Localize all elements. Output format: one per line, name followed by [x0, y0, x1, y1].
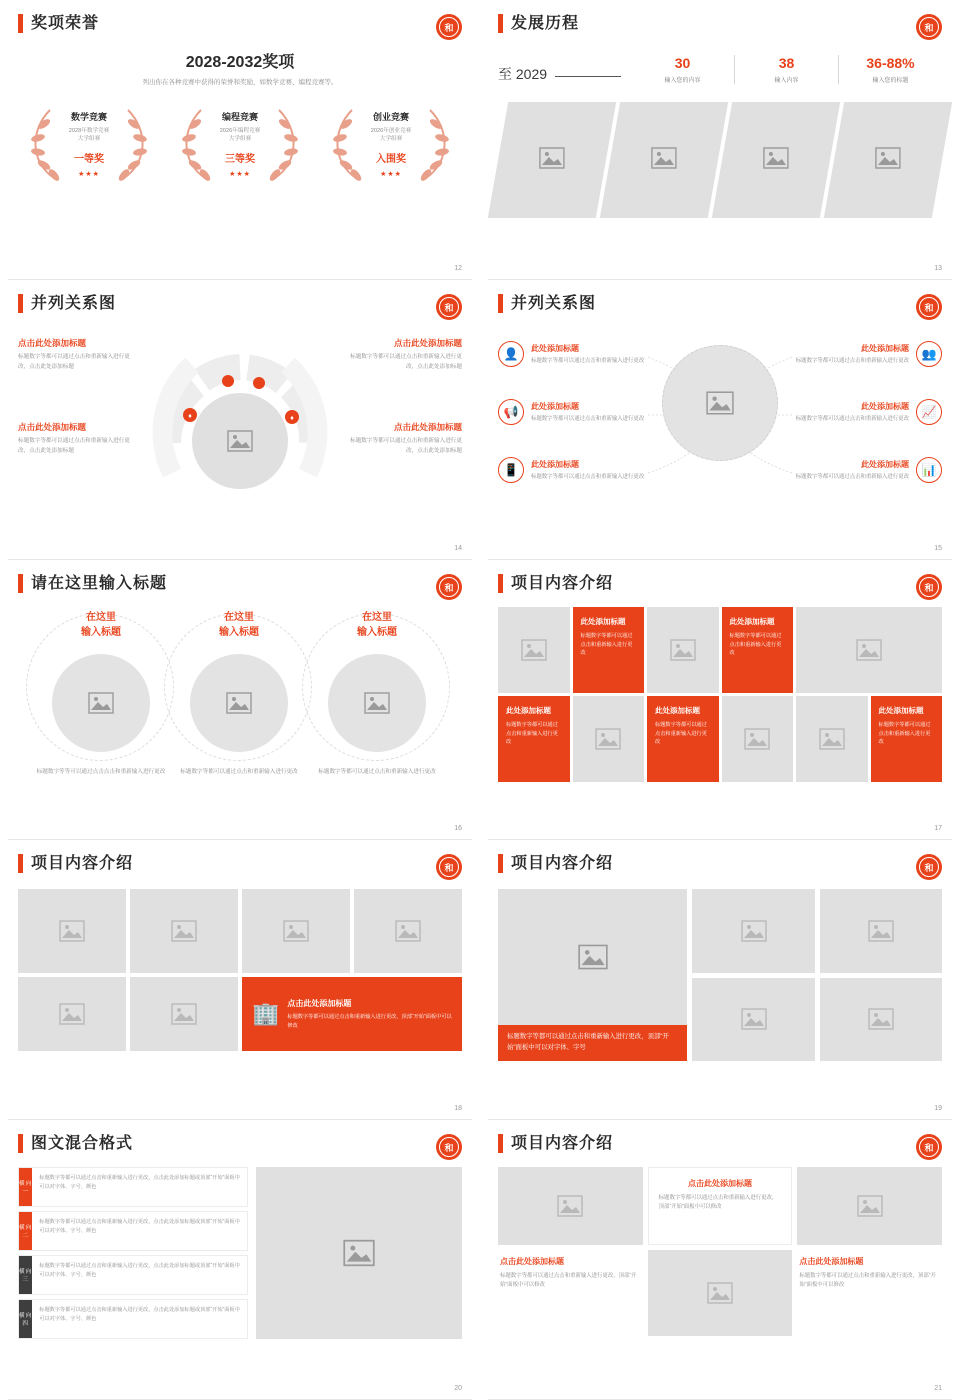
brand-logo-icon: 和: [916, 294, 942, 320]
banner-body: 标题数字等都可以通过点击和重新输入进行更改，顶部“开始”面板中可以修改: [287, 1014, 452, 1029]
page-number: 14: [454, 545, 462, 552]
image-placeholder[interactable]: [648, 1250, 793, 1336]
brand-logo-icon: 和: [436, 14, 462, 40]
card-heading: 点击此处添加标题: [500, 1257, 564, 1266]
image-icon: [578, 944, 608, 970]
image-placeholder[interactable]: [797, 1167, 942, 1245]
tile-heading: 此处添加标题: [729, 617, 775, 626]
slide-mixed-text-image[interactable]: [0, 1120, 480, 1400]
star-rating-icon: ★★★: [78, 170, 100, 178]
image-placeholder[interactable]: [18, 977, 126, 1051]
star-rating-icon: ★★★: [380, 170, 402, 178]
image-placeholder[interactable]: [242, 889, 350, 973]
slide-awards-honors[interactable]: [0, 0, 480, 280]
image-icon: [88, 692, 114, 714]
tile-body: 标题数字等都可以通过点击和重新输入进行更改: [729, 633, 782, 657]
circle-column[interactable]: [310, 611, 444, 778]
stat-value: 36-88%: [866, 55, 915, 71]
page-number: 17: [934, 825, 942, 832]
tile-heading: 此处添加标题: [580, 617, 626, 626]
card-body: 标题数字等都可以通过点击和重新输入进行更改，顶部“开始”面板中可以修改: [658, 1195, 778, 1211]
brand-logo-icon: 和: [436, 854, 462, 880]
label-body: 标题数字等都可以通过点击和重新输入进行更改，点击此处添加标题: [350, 354, 462, 370]
text-row[interactable]: [18, 1255, 248, 1295]
tile-grid: [498, 607, 942, 782]
awards-list: [18, 100, 462, 178]
label-body: 标题数字等都可以通过点击和重新输入进行更改，点击此处添加标题: [18, 438, 130, 454]
image-placeholder[interactable]: [328, 654, 426, 752]
item-body: 标题数字等都可以通过点击和重新输入进行更改: [531, 473, 645, 480]
title-accent-bar: [18, 854, 23, 873]
chart-pie-icon: 📊: [916, 457, 942, 483]
timeline-rule: [555, 76, 621, 77]
text-rows: [18, 1167, 248, 1339]
card-heading: 点击此处添加标题: [799, 1257, 864, 1266]
image-placeholder[interactable]: [190, 654, 288, 752]
image-icon: [59, 920, 85, 942]
timeline-stats-row: [498, 55, 942, 84]
image-icon: [875, 147, 901, 169]
award-prize: 入围奖: [376, 153, 406, 165]
label-heading: 点击此处添加标题: [393, 422, 462, 432]
column-caption: 标题数字等都可以通过点击和重新输入进行更改: [180, 769, 298, 775]
label-heading: 点击此处添加标题: [18, 422, 87, 432]
title-accent-bar: [498, 574, 503, 593]
column-heading: 在这里 输入标题: [357, 612, 397, 638]
image-icon: [171, 920, 197, 942]
image-placeholder[interactable]: [820, 889, 942, 973]
slide-project-intro-tiles[interactable]: [480, 560, 960, 840]
feature-grid: [498, 889, 942, 1061]
center-image-placeholder[interactable]: [192, 393, 288, 489]
diagram-item[interactable]: [498, 457, 694, 483]
text-card[interactable]: [498, 1250, 643, 1336]
title-accent-bar: [18, 1134, 23, 1153]
feature-caption: 标题数字等都可以通过点击和重新输入进行更改，顶部“开始”面板中可以对字体、字号: [498, 1025, 687, 1061]
image-placeholder[interactable]: [692, 889, 814, 973]
image-icon: [706, 391, 734, 415]
tile-heading: 此处添加标题: [506, 706, 551, 715]
image-placeholder[interactable]: [824, 102, 952, 218]
image-placeholder[interactable]: [130, 889, 238, 973]
image-icon: [521, 639, 547, 661]
image-placeholder[interactable]: [130, 977, 238, 1051]
image-placeholder[interactable]: [712, 102, 840, 218]
item-heading: 此处添加标题: [531, 459, 579, 469]
text-tile[interactable]: [722, 607, 794, 693]
text-card[interactable]: [797, 1250, 942, 1336]
stat-item: [838, 55, 942, 84]
stat-label: 输入您的内容: [664, 78, 701, 84]
item-heading: 此处添加标题: [861, 401, 909, 411]
image-placeholder[interactable]: [796, 696, 868, 782]
stat-item: [631, 55, 734, 84]
page-number: 21: [934, 1385, 942, 1392]
brand-logo-icon: 和: [436, 574, 462, 600]
image-placeholder[interactable]: [488, 102, 616, 218]
tile-body: 标题数字等都可以通过点击和重新输入进行更改: [878, 722, 931, 746]
award-description: 2028年数学竞赛 大学组赛: [68, 128, 110, 143]
slide-header: [18, 294, 462, 313]
svg-text:♦: ♦: [188, 413, 192, 420]
brand-logo-icon: 和: [916, 1134, 942, 1160]
image-icon: [651, 147, 677, 169]
stat-value: 30: [674, 55, 691, 71]
slide-header: [498, 294, 942, 313]
label-body: 标题数字等都可以通过点击和重新输入进行更改，点击此处添加标题: [18, 354, 130, 370]
page-title: 项目内容介绍: [511, 855, 614, 872]
page-title: 项目内容介绍: [511, 1135, 614, 1152]
item-heading: 此处添加标题: [861, 343, 909, 353]
building-icon: 🏢: [252, 1001, 280, 1026]
user-icon: 👤: [498, 341, 524, 367]
image-placeholder[interactable]: [820, 978, 942, 1062]
mixed-layout: [18, 1167, 462, 1339]
row-tag: 横向三: [19, 1256, 32, 1294]
card-body: 标题数字等都可以通过点击和重新输入进行更改，顶部“开始”面板中可以修改: [799, 1273, 936, 1289]
image-icon: [171, 1003, 197, 1025]
image-placeholder[interactable]: [647, 607, 719, 693]
image-placeholder[interactable]: [354, 889, 462, 973]
awards-subheading: 列出你在各种竞赛中获得的荣誉和奖励，如数学竞赛、编程竞赛等。: [142, 79, 338, 86]
award-description: 2026年创业竞赛 大学组赛: [370, 128, 412, 143]
image-placeholder[interactable]: [796, 607, 942, 693]
page-title: 项目内容介绍: [511, 575, 614, 592]
label-heading: 点击此处添加标题: [393, 338, 462, 348]
radial-diagram: [498, 323, 942, 519]
image-placeholder[interactable]: [52, 654, 150, 752]
slide-header: [498, 1134, 942, 1153]
awards-heading: 2028-2032奖项: [185, 54, 295, 71]
column-heading: 在这里 输入标题: [219, 612, 259, 638]
image-icon: [857, 1195, 883, 1217]
item-heading: 此处添加标题: [531, 343, 579, 353]
slide-project-intro-gallery[interactable]: [0, 840, 480, 1120]
diagram-label-top-left[interactable]: [18, 337, 130, 372]
diagram-item[interactable]: [746, 341, 942, 367]
diagram-label-bottom-left[interactable]: [18, 421, 130, 456]
circle-column[interactable]: [34, 611, 168, 778]
image-placeholder[interactable]: [722, 696, 794, 782]
item-body: 标题数字等都可以通过点击和重新输入进行更改: [795, 415, 909, 422]
item-body: 标题数字等都可以通过点击和重新输入进行更改: [795, 357, 909, 364]
highlight-banner[interactable]: [242, 977, 462, 1051]
column-caption: 标题数字等都可以通过点击和重新输入进行更改: [318, 769, 436, 775]
megaphone-icon: 📢: [498, 399, 524, 425]
row-tag: 横向四: [19, 1300, 32, 1338]
text-row[interactable]: [18, 1167, 248, 1207]
award-card[interactable]: [24, 100, 154, 178]
stat-label: 输入您的标题: [872, 78, 909, 84]
title-accent-bar: [498, 294, 503, 313]
slide-header: [498, 14, 942, 33]
image-placeholder[interactable]: [498, 889, 687, 1025]
label-heading: 点击此处添加标题: [18, 338, 87, 348]
banner-heading: 点击此处添加标题: [287, 999, 352, 1009]
image-icon: [595, 728, 621, 750]
image-icon: [707, 1282, 733, 1304]
image-icon: [741, 1008, 767, 1030]
card-grid: [498, 1167, 942, 1339]
page-title: 并列关系图: [31, 295, 117, 312]
slide-header: [18, 574, 462, 593]
circle-column[interactable]: [172, 611, 306, 778]
image-icon: [741, 920, 767, 942]
timeline-year-label: 至 2029: [498, 66, 548, 82]
slide-header: [498, 574, 942, 593]
stat-label: 输入内容: [774, 78, 799, 84]
award-card[interactable]: [326, 100, 456, 178]
parallel-diagram: [18, 325, 462, 515]
image-icon: [744, 728, 770, 750]
tile-body: 标题数字等都可以通过点击和重新输入进行更改: [506, 722, 558, 746]
image-icon: [59, 1003, 85, 1025]
page-title: 图文混合格式: [31, 1135, 134, 1152]
image-icon: [670, 639, 696, 661]
column-heading: 在这里 输入标题: [81, 612, 121, 638]
center-image-placeholder[interactable]: [662, 345, 778, 461]
svg-text:♦: ♦: [290, 415, 294, 422]
slide-project-intro-feature[interactable]: [480, 840, 960, 1120]
tile-body: 标题数字等都可以通过点击和重新输入进行更改: [580, 633, 633, 657]
slide-three-circles[interactable]: [0, 560, 480, 840]
page-title: 项目内容介绍: [31, 855, 134, 872]
awards-intro: [18, 49, 462, 86]
title-accent-bar: [18, 14, 23, 33]
image-icon: [819, 728, 845, 750]
title-accent-bar: [498, 1134, 503, 1153]
page-number: 19: [934, 1105, 942, 1112]
slide-development-history[interactable]: [480, 0, 960, 280]
page-number: 16: [454, 825, 462, 832]
page-title: 请在这里输入标题: [31, 575, 168, 592]
image-placeholder[interactable]: [498, 1167, 643, 1245]
title-accent-bar: [498, 854, 503, 873]
image-placeholder[interactable]: [498, 607, 570, 693]
page-title: 发展历程: [511, 15, 580, 32]
title-accent-bar: [18, 294, 23, 313]
page-number: 12: [454, 265, 462, 272]
image-placeholder[interactable]: [18, 889, 126, 973]
image-icon: [539, 147, 565, 169]
image-icon: [227, 430, 253, 452]
item-heading: 此处添加标题: [861, 459, 909, 469]
chart-bar-icon: 📈: [916, 399, 942, 425]
image-placeholder[interactable]: [573, 696, 645, 782]
column-caption: 标题数字等等可以通过点击点击和重新输入进行更改: [36, 769, 166, 775]
image-placeholder[interactable]: [256, 1167, 462, 1339]
text-tile[interactable]: [647, 696, 719, 782]
slide-header: [18, 854, 462, 873]
image-placeholder[interactable]: [600, 102, 728, 218]
row-body: 标题数字等都可以通过点击和重新输入进行更改，点击此处添加标题或顶部“开始”面板中可以对字体、字号、颜色: [39, 1263, 240, 1278]
page-title: 并列关系图: [511, 295, 597, 312]
diagram-item[interactable]: [746, 457, 942, 483]
title-accent-bar: [18, 574, 23, 593]
image-icon: [226, 692, 252, 714]
image-strip: [498, 102, 942, 218]
row-tag: 横向二: [19, 1212, 32, 1250]
row-body: 标题数字等都可以通过点击和重新输入进行更改，点击此处添加标题或顶部“开始”面板中可以对字体、字号、颜色: [39, 1307, 240, 1322]
image-icon: [763, 147, 789, 169]
brand-logo-icon: 和: [436, 1134, 462, 1160]
slide-parallel-diagram-a[interactable]: [0, 280, 480, 560]
stat-value: 38: [778, 55, 795, 71]
label-body: 标题数字等都可以通过点击和重新输入进行更改，点击此处添加标题: [350, 438, 462, 454]
award-name: 创业竞赛: [372, 112, 409, 122]
award-prize: 三等奖: [225, 153, 255, 165]
row-tag: 横向一: [19, 1168, 32, 1206]
award-card[interactable]: [175, 100, 305, 178]
row-body: 标题数字等都可以通过点击和重新输入进行更改，点击此处添加标题或顶部“开始”面板中可以对字体、字号、颜色: [39, 1175, 240, 1190]
brand-logo-icon: 和: [916, 854, 942, 880]
image-icon: [283, 920, 309, 942]
tile-heading: 此处添加标题: [655, 706, 700, 715]
text-card[interactable]: [648, 1167, 793, 1245]
page-number: 18: [454, 1105, 462, 1112]
card-heading: 点击此处添加标题: [687, 1179, 752, 1188]
image-icon: [557, 1195, 583, 1217]
slide-parallel-diagram-b[interactable]: [480, 280, 960, 560]
image-icon: [868, 920, 894, 942]
brand-logo-icon: 和: [916, 574, 942, 600]
title-accent-bar: [498, 14, 503, 33]
text-tile[interactable]: [573, 607, 645, 693]
page-number: 13: [934, 265, 942, 272]
tile-body: 标题数字等都可以通过点击和重新输入进行更改: [655, 722, 707, 746]
text-tile[interactable]: [871, 696, 943, 782]
row-body: 标题数字等都可以通过点击和重新输入进行更改，点击此处添加标题或顶部“开始”面板中可以对字体、字号、颜色: [39, 1219, 240, 1234]
diagram-label-bottom-right[interactable]: [350, 421, 462, 456]
donut-graphic: [146, 331, 334, 503]
text-tile[interactable]: [498, 696, 570, 782]
award-name: 数学竞赛: [70, 112, 107, 122]
item-body: 标题数字等都可以通过点击和重新输入进行更改: [531, 415, 645, 422]
image-icon: [395, 920, 421, 942]
item-body: 标题数字等都可以通过点击和重新输入进行更改: [795, 473, 909, 480]
slide-header: [498, 854, 942, 873]
text-row[interactable]: [18, 1211, 248, 1251]
award-description: 2026年编程竞赛 大学组赛: [219, 128, 261, 143]
item-body: 标题数字等都可以通过点击和重新输入进行更改: [531, 357, 645, 364]
text-row[interactable]: [18, 1299, 248, 1339]
slide-header: [18, 14, 462, 33]
brand-logo-icon: 和: [436, 294, 462, 320]
tile-heading: 此处添加标题: [878, 706, 924, 715]
brand-logo-icon: 和: [916, 14, 942, 40]
stat-item: [734, 55, 838, 84]
award-name: 编程竞赛: [221, 112, 258, 122]
slide-project-intro-cards[interactable]: [480, 1120, 960, 1400]
diagram-label-top-right[interactable]: [350, 337, 462, 372]
page-number: 20: [454, 1385, 462, 1392]
image-icon: [343, 1239, 375, 1267]
image-icon: [868, 1008, 894, 1030]
feature-block[interactable]: [498, 889, 687, 1061]
award-prize: 一等奖: [74, 153, 104, 165]
page-title: 奖项荣誉: [31, 15, 100, 32]
page-number: 15: [934, 545, 942, 552]
gallery-grid: [18, 889, 462, 1057]
card-body: 标题数字等都可以通过点击和重新输入进行更改，顶部“开始”面板中可以修改: [500, 1273, 637, 1289]
image-icon: [856, 639, 882, 661]
image-placeholder[interactable]: [692, 978, 814, 1062]
three-circle-layout: [18, 611, 462, 803]
user-group-icon: 👥: [916, 341, 942, 367]
slide-header: [18, 1134, 462, 1153]
mobile-icon: 📱: [498, 457, 524, 483]
star-rating-icon: ★★★: [229, 170, 251, 178]
item-heading: 此处添加标题: [531, 401, 579, 411]
image-icon: [364, 692, 390, 714]
diagram-item[interactable]: [498, 341, 694, 367]
